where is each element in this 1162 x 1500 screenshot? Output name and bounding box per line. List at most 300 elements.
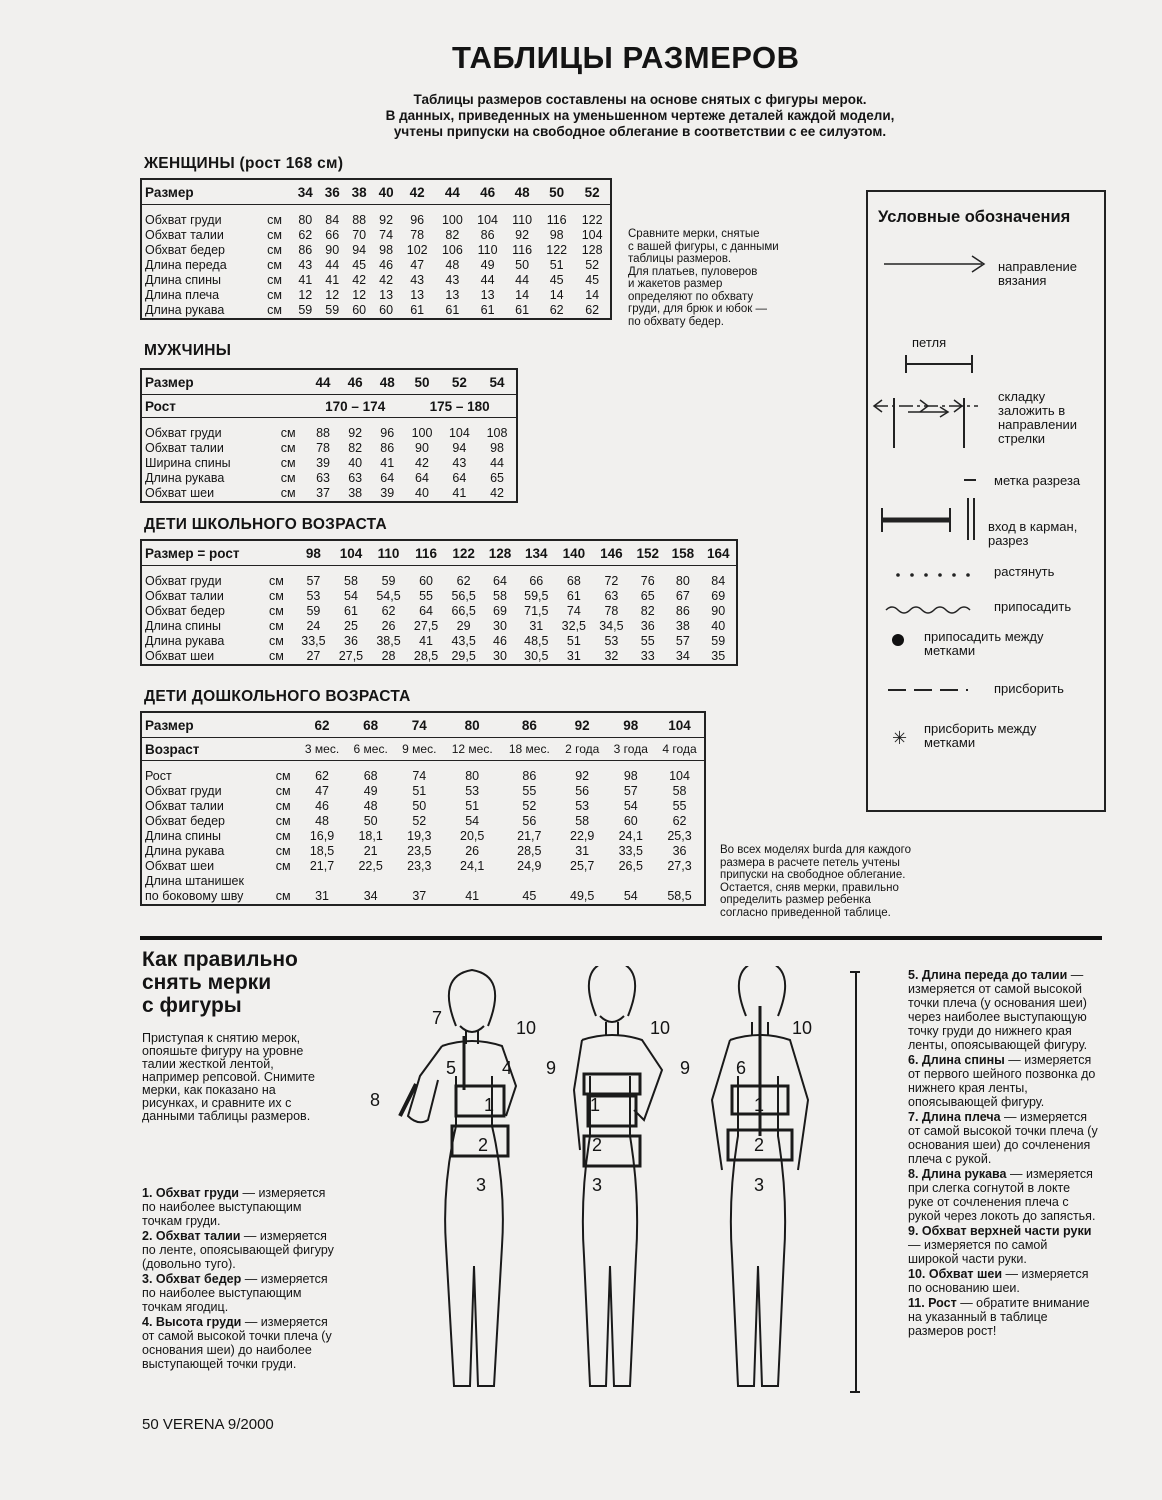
value-cell: 33,5 — [301, 634, 326, 648]
table-row — [141, 889, 705, 905]
table-row — [141, 829, 705, 844]
unit-cell: см — [275, 859, 291, 873]
value-cell: 24,9 — [517, 859, 542, 873]
value-cell: 43 — [445, 273, 460, 287]
knit-direction-icon — [884, 256, 984, 272]
value-cell: 45 — [585, 273, 600, 287]
row-label: Обхват бедер — [145, 814, 225, 828]
definition-item — [142, 1272, 334, 1314]
value-cell: 46 — [493, 634, 507, 648]
unit-cell: см — [269, 619, 284, 633]
value-cell: 25,7 — [570, 859, 595, 873]
legend-fold: складку заложить в направлении стрелки — [998, 389, 1078, 446]
value-cell: 98 — [379, 243, 394, 257]
definition-term: 4. Высота груди — [142, 1315, 242, 1329]
row-label: Длина штанишек — [145, 874, 244, 888]
value-cell: 14 — [549, 288, 564, 302]
row-label: Длина спины — [145, 829, 221, 843]
value-cell: 78 — [604, 604, 619, 618]
value-cell: 54 — [623, 799, 638, 813]
value-cell: 40 — [711, 619, 726, 633]
value-cell: 31 — [575, 844, 590, 858]
value-cell: 64 — [380, 471, 395, 485]
value-cell: 100 — [441, 213, 463, 227]
value-cell: 42 — [415, 456, 429, 470]
definition-item — [908, 968, 1098, 1052]
value-cell: 88 — [316, 426, 331, 440]
value-cell: 19,3 — [407, 829, 432, 843]
value-cell: 27 — [306, 649, 321, 663]
size-cell: 50 — [539, 179, 574, 205]
value-cell: 48 — [363, 799, 378, 813]
note-line: Во всех моделях burda для каждого — [720, 844, 912, 856]
value-cell: 31 — [315, 889, 329, 903]
size-cell: 42 — [400, 179, 435, 205]
figure-number: 1 — [590, 1095, 601, 1115]
value-cell: 47 — [315, 784, 329, 798]
value-cell: 94 — [452, 441, 467, 455]
empty-cell — [395, 874, 444, 889]
value-cell: 54 — [623, 889, 638, 903]
value-cell: 61 — [445, 303, 460, 317]
figure-number: 2 — [592, 1135, 603, 1155]
value-cell: 48 — [315, 814, 329, 828]
value-cell: 51 — [566, 634, 581, 648]
value-cell: 23,3 — [407, 859, 432, 873]
school-size-table — [140, 539, 738, 666]
figure-number: 9 — [546, 1058, 557, 1078]
value-cell: 49 — [480, 258, 495, 272]
right-definitions — [908, 968, 1098, 1339]
size-cell: 54 — [478, 369, 517, 395]
value-cell: 55 — [522, 784, 537, 798]
value-cell: 86 — [298, 243, 313, 257]
spacer-row — [141, 761, 705, 770]
value-cell: 50 — [515, 258, 530, 272]
size-cell: 50 — [403, 369, 440, 395]
size-cell: 122 — [445, 540, 483, 566]
value-cell: 70 — [352, 228, 367, 242]
svg-text:✳: ✳ — [892, 728, 908, 749]
row-label: Обхват талии — [145, 589, 224, 603]
definition-item — [908, 1296, 1098, 1338]
stretch-icon — [896, 573, 970, 577]
table-row — [141, 441, 517, 456]
header-label: Размер = рост — [141, 540, 295, 566]
unit-cell: см — [280, 426, 296, 440]
value-cell: 96 — [410, 213, 425, 227]
value-cell: 59 — [711, 634, 726, 648]
value-cell: 50 — [363, 814, 378, 828]
value-cell: 74 — [566, 604, 581, 618]
value-cell: 58 — [672, 784, 687, 798]
unit-cell: см — [280, 486, 296, 500]
value-cell: 59 — [381, 574, 396, 588]
figure-number: 1 — [484, 1095, 495, 1115]
value-cell: 16,9 — [309, 829, 335, 843]
size-cell: 92 — [558, 712, 607, 738]
value-cell: 22,9 — [570, 829, 595, 843]
header-row — [141, 540, 737, 566]
height-range: 175 – 180 — [403, 395, 517, 418]
value-cell: 53 — [575, 799, 590, 813]
value-cell: 62 — [298, 228, 313, 242]
unit-cell: см — [267, 288, 282, 302]
value-cell: 28,5 — [413, 649, 439, 663]
value-cell: 43 — [452, 456, 467, 470]
row-label: Обхват груди — [145, 426, 222, 440]
table-row — [141, 228, 611, 243]
size-cell: 104 — [332, 540, 370, 566]
definition-item — [142, 1229, 334, 1271]
value-cell: 64 — [452, 471, 467, 485]
height-range: 170 – 174 — [307, 395, 403, 418]
legend-gather-marks: присборить между метками — [924, 721, 1037, 750]
value-cell: 26 — [381, 619, 396, 633]
unit-cell: см — [267, 213, 282, 227]
row-label: по боковому шву — [145, 889, 244, 903]
age-cell: 6 мес. — [346, 738, 395, 761]
spacer-row — [141, 205, 611, 214]
value-cell: 32,5 — [561, 619, 587, 633]
value-cell: 71,5 — [524, 604, 549, 618]
value-cell: 37 — [412, 889, 427, 903]
definition-text: — измеряется по самой широкой части руки. — [908, 1238, 1048, 1266]
value-cell: 82 — [445, 228, 460, 242]
ease-marks-icon — [892, 634, 904, 646]
spacer-row — [141, 566, 737, 575]
unit-cell: см — [267, 273, 282, 287]
value-cell: 28,5 — [517, 844, 542, 858]
preschool-heading: ДЕТИ ДОШКОЛЬНОГО ВОЗРАСТА — [144, 688, 411, 705]
value-cell: 46 — [315, 799, 329, 813]
value-cell: 72 — [604, 574, 619, 588]
header-row — [141, 179, 611, 205]
value-cell: 68 — [566, 574, 581, 588]
value-cell: 102 — [406, 243, 428, 257]
note-line: определить размер ребенка — [720, 894, 871, 906]
definition-item — [142, 1186, 334, 1228]
table-row — [141, 243, 611, 258]
value-cell: 13 — [480, 288, 495, 302]
value-cell: 122 — [581, 213, 603, 227]
definition-text: — измеряется по ленте, опоясывающей фигуру (довольно туго). — [142, 1229, 334, 1271]
value-cell: 54 — [465, 814, 480, 828]
intro-line: Таблицы размеров составлены на основе снятых с фигуры мерок. — [413, 92, 867, 107]
note-line: Для платьев, пуловеров — [628, 265, 758, 278]
table-row — [141, 634, 737, 649]
value-cell: 21,7 — [517, 829, 542, 843]
unit-cell: см — [280, 441, 296, 455]
value-cell: 30 — [493, 649, 507, 663]
age-row — [141, 738, 705, 761]
figure-number: 8 — [370, 1090, 381, 1110]
value-cell: 92 — [348, 426, 363, 440]
value-cell: 67 — [675, 589, 690, 603]
value-cell: 31 — [566, 649, 581, 663]
value-cell: 68 — [363, 769, 378, 783]
note-line: по обхвату бедер. — [628, 315, 724, 328]
ease-icon — [886, 607, 970, 613]
empty-cell — [346, 874, 395, 889]
page-footer: 50 VERENA 9/2000 — [142, 1416, 274, 1433]
definition-item — [908, 1167, 1098, 1223]
value-cell: 61 — [344, 604, 358, 618]
value-cell: 128 — [581, 243, 603, 257]
value-cell: 32 — [604, 649, 619, 663]
row-label: Длина рукава — [145, 634, 225, 648]
value-cell: 41 — [380, 456, 395, 470]
size-cell: 36 — [319, 179, 346, 205]
note-line: груди, для брюк и юбок — — [628, 303, 767, 315]
measurement-figures — [360, 966, 860, 1406]
value-cell: 41 — [452, 486, 467, 500]
value-cell: 64 — [419, 604, 434, 618]
value-cell: 78 — [316, 441, 331, 455]
value-cell: 30,5 — [524, 649, 549, 663]
value-cell: 35 — [711, 649, 726, 663]
value-cell: 56 — [575, 784, 590, 798]
row-label: Обхват талии — [145, 441, 224, 455]
header-label: Размер — [141, 179, 292, 205]
value-cell: 43 — [298, 258, 313, 272]
value-cell: 92 — [515, 228, 530, 242]
value-cell: 45 — [352, 258, 367, 272]
note-line: припуски на свободное облегание. — [720, 869, 906, 881]
value-cell: 64 — [415, 471, 429, 485]
definition-item — [908, 1053, 1098, 1109]
value-cell: 62 — [315, 769, 329, 783]
value-cell: 40 — [348, 456, 363, 470]
value-cell: 29,5 — [451, 649, 476, 663]
unit-cell: см — [275, 784, 291, 798]
value-cell: 59 — [306, 604, 321, 618]
spacer-cell — [141, 566, 737, 575]
definition-term: 5. Длина переда до талии — [908, 968, 1068, 982]
definition-text: — измеряется по основанию шеи. — [908, 1267, 1089, 1295]
value-cell: 52 — [585, 258, 600, 272]
figure-number: 3 — [592, 1175, 603, 1195]
women-note — [628, 228, 779, 328]
size-cell: 52 — [441, 369, 478, 395]
size-cell: 40 — [373, 179, 400, 205]
table-row — [141, 874, 705, 889]
value-cell: 41 — [298, 273, 313, 287]
definition-text: — измеряется от самой высокой точки плеча (у основания шеи) до сочленения плеча с рукой. — [908, 1110, 1098, 1166]
table-row — [141, 258, 611, 273]
unit-cell: см — [269, 589, 284, 603]
value-cell: 48 — [445, 258, 460, 272]
empty-cell — [298, 874, 347, 889]
empty-cell — [444, 874, 501, 889]
value-cell: 86 — [480, 228, 495, 242]
value-cell: 26 — [465, 844, 480, 858]
value-cell: 44 — [325, 258, 340, 272]
size-cell: 48 — [505, 179, 539, 205]
value-cell: 39 — [316, 456, 331, 470]
table-row — [141, 486, 517, 502]
row-label: Обхват талии — [145, 799, 224, 813]
note-line: согласно приведенной таблице. — [720, 906, 891, 919]
note-line: и жакетов размер — [628, 278, 723, 290]
unit-cell: см — [275, 814, 291, 828]
figure-number: 7 — [432, 1008, 443, 1028]
intro-line: В данных, приведенных на уменьшенном чертеже деталей каждой модели, — [385, 108, 895, 123]
value-cell: 44 — [490, 456, 504, 470]
value-cell: 57 — [306, 574, 321, 588]
value-cell: 36 — [672, 844, 687, 858]
row-label: Ширина спины — [145, 456, 231, 470]
value-cell: 55 — [640, 634, 655, 648]
table-row — [141, 844, 705, 859]
value-cell: 28 — [381, 649, 396, 663]
value-cell: 122 — [546, 243, 568, 257]
value-cell: 52 — [412, 814, 427, 828]
legend-cut-mark: метка разреза — [994, 473, 1081, 488]
how-heading-line: снять мерки — [142, 971, 272, 994]
figure-front-1 — [400, 970, 516, 1386]
value-cell: 90 — [711, 604, 726, 618]
value-cell: 69 — [493, 604, 507, 618]
definition-item — [908, 1267, 1098, 1295]
value-cell: 49,5 — [570, 889, 595, 903]
row-label: Длина переда — [145, 258, 227, 272]
unit-cell: см — [267, 228, 282, 242]
value-cell: 29 — [456, 619, 471, 633]
value-cell: 61 — [515, 303, 530, 317]
height-label: Рост — [141, 395, 307, 418]
table-row — [141, 799, 705, 814]
size-cell: 46 — [470, 179, 505, 205]
value-cell: 34,5 — [599, 619, 624, 633]
value-cell: 34 — [675, 649, 690, 663]
value-cell: 57 — [623, 784, 638, 798]
value-cell: 37 — [316, 486, 331, 500]
size-cell: 46 — [339, 369, 371, 395]
value-cell: 24,1 — [460, 859, 485, 873]
legend-ease: припосадить — [994, 599, 1072, 614]
definition-term: 7. Длина плеча — [908, 1110, 1001, 1124]
row-label: Длина рукава — [145, 471, 225, 485]
value-cell: 66 — [325, 228, 340, 242]
value-cell: 74 — [379, 228, 394, 242]
intro-line: учтены припуски на свободное облегание в соответствии с ее силуэтом. — [393, 124, 887, 139]
definition-term: 9. Обхват верхней части руки — [908, 1224, 1092, 1238]
size-cell: 116 — [407, 540, 445, 566]
left-definitions — [142, 1186, 334, 1372]
row-label: Обхват бедер — [145, 604, 225, 618]
legend-box — [866, 190, 1106, 812]
header-row — [141, 712, 705, 738]
age-cell: 9 мес. — [395, 738, 444, 761]
unit-cell: см — [280, 471, 296, 485]
size-cell: 38 — [346, 179, 373, 205]
value-cell: 56,5 — [451, 589, 476, 603]
value-cell: 13 — [445, 288, 460, 302]
value-cell: 104 — [477, 213, 499, 227]
value-cell: 110 — [477, 243, 498, 257]
definition-text: — обратите внимание на указанный в таблице размеров рост! — [908, 1296, 1090, 1338]
age-cell: 2 года — [558, 738, 607, 761]
definition-term: 2. Обхват талии — [142, 1229, 241, 1243]
unit-cell: см — [280, 456, 296, 470]
definition-text: — измеряется от самой высокой точки плеча (у основания шеи) через наиболее выступающую точку груди до нижнего края ленты, опоясывающей фигуру. — [908, 968, 1088, 1052]
value-cell: 38 — [348, 486, 363, 500]
value-cell: 24 — [306, 619, 321, 633]
row-label: Длина рукава — [145, 844, 225, 858]
value-cell: 13 — [379, 288, 394, 302]
table-row — [141, 213, 611, 228]
page-title: ТАБЛИЦЫ РАЗМЕРОВ — [452, 40, 800, 75]
intro-text — [330, 92, 950, 140]
age-cell: 4 года — [655, 738, 705, 761]
size-cell: 152 — [630, 540, 665, 566]
value-cell: 24,1 — [618, 829, 643, 843]
legend-ease-marks: припосадить между метками — [924, 629, 1044, 658]
value-cell: 46 — [379, 258, 394, 272]
definition-term: 6. Длина спины — [908, 1053, 1005, 1067]
header-label: Размер — [141, 369, 307, 395]
value-cell: 13 — [410, 288, 425, 302]
value-cell: 55 — [672, 799, 687, 813]
size-cell: 44 — [307, 369, 339, 395]
spacer-cell — [141, 418, 517, 427]
definition-text: — измеряется по наиболее выступающим точкам груди. — [142, 1186, 326, 1228]
value-cell: 25,3 — [667, 829, 692, 843]
age-cell: 3 года — [606, 738, 655, 761]
value-cell: 41 — [419, 634, 434, 648]
value-cell: 41 — [325, 273, 340, 287]
header-row — [141, 369, 517, 395]
unit-cell: см — [269, 634, 284, 648]
size-cell: 98 — [606, 712, 655, 738]
unit-cell: см — [269, 574, 284, 588]
figure-number: 10 — [516, 1018, 537, 1038]
value-cell: 96 — [380, 426, 395, 440]
value-cell: 86 — [522, 769, 537, 783]
age-label: Возраст — [141, 738, 298, 761]
how-heading — [142, 948, 298, 1017]
value-cell: 62 — [672, 814, 687, 828]
definition-item — [908, 1110, 1098, 1166]
value-cell: 108 — [486, 426, 508, 440]
value-cell: 21,7 — [309, 859, 335, 873]
value-cell: 52 — [522, 799, 537, 813]
value-cell: 80 — [298, 213, 313, 227]
value-cell: 86 — [675, 604, 690, 618]
men-heading: МУЖЧИНЫ — [144, 342, 232, 359]
value-cell: 47 — [410, 258, 425, 272]
value-cell: 33 — [640, 649, 655, 663]
row-label: Длина спины — [145, 619, 221, 633]
size-cell: 44 — [435, 179, 470, 205]
value-cell: 78 — [410, 228, 425, 242]
value-cell: 62 — [585, 303, 600, 317]
value-cell: 84 — [325, 213, 340, 227]
value-cell: 88 — [352, 213, 367, 227]
how-intro: Приступая к снятию мерок, опояшьте фигуру на уровне талии жесткой лентой, например репсовой. Снимите мерки, как показано на рисунках, и сравните их с данными таблицы размеров. — [142, 1031, 315, 1123]
definition-item — [908, 1224, 1098, 1266]
women-size-table — [140, 178, 612, 320]
value-cell: 58 — [493, 589, 507, 603]
value-cell: 36 — [640, 619, 655, 633]
definition-item — [142, 1315, 334, 1371]
size-cell: 146 — [593, 540, 631, 566]
figure-number: 1 — [754, 1095, 765, 1115]
definition-text: — измеряется от первого шейного позвонка до нижнего края ленты, опоясывающей фигуру. — [908, 1053, 1096, 1109]
value-cell: 40 — [415, 486, 429, 500]
row-label: Обхват бедер — [145, 243, 225, 257]
